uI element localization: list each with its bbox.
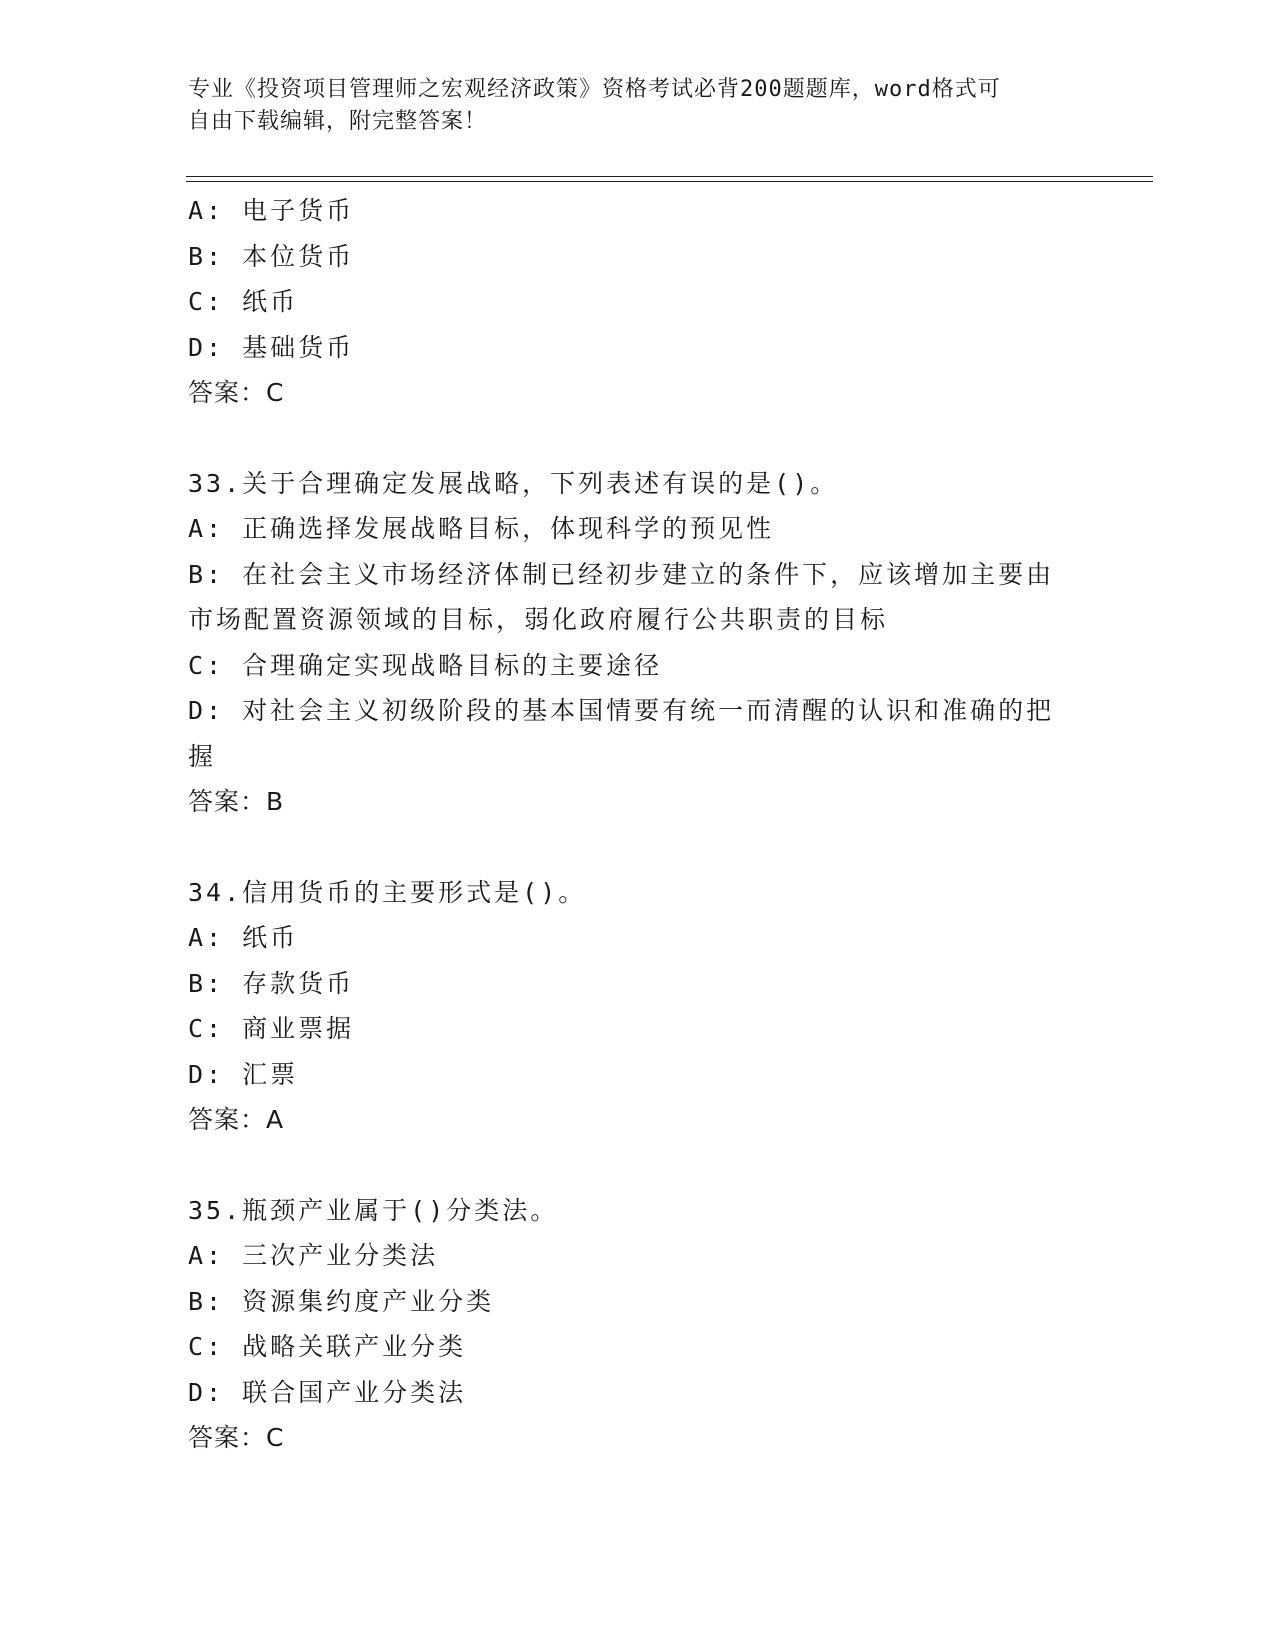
spacer (188, 416, 1088, 461)
question-32-block (188, 188, 1088, 416)
option-d: D: 联合国产业分类法 (188, 1377, 467, 1407)
header-line-1: 专业《投资项目管理师之宏观经济政策》资格考试必背200题题库，word格式可 (188, 77, 1001, 102)
document-body (188, 188, 1088, 1461)
option-b-line-1: B: 在社会主义市场经济体制已经初步建立的条件下，应该增加主要由 (188, 559, 1055, 589)
option-a: A: 正确选择发展战略目标，体现科学的预见性 (188, 514, 775, 543)
answer: 答案：C (188, 378, 285, 407)
option-c: C: 商业票据 (188, 1014, 355, 1043)
document-header (188, 74, 1068, 138)
option-d-line-2: 握 (188, 741, 217, 771)
option-a: A: 纸币 (188, 923, 299, 952)
option-d: D: 汇票 (188, 1059, 299, 1089)
header-divider (186, 176, 1153, 182)
option-b: B: 资源集约度产业分类 (188, 1286, 495, 1316)
header-line-2: 自由下载编辑，附完整答案！ (188, 109, 488, 134)
answer: 答案：B (188, 787, 285, 816)
option-c: C: 合理确定实现战略目标的主要途径 (188, 650, 663, 680)
option-d-line-1: D: 对社会主义初级阶段的基本国情要有统一而清醒的认识和准确的把 (188, 696, 1055, 725)
option-b: B: 本位货币 (188, 241, 355, 271)
option-c: C: 纸币 (188, 287, 299, 316)
question-33-block (188, 461, 1088, 825)
question-35-block (188, 1188, 1088, 1461)
question-34-block (188, 870, 1088, 1143)
option-c: C: 战略关联产业分类 (188, 1332, 467, 1361)
question-text: 34.信用货币的主要形式是()。 (188, 877, 587, 907)
spacer (188, 1143, 1088, 1188)
answer: 答案：C (188, 1423, 285, 1452)
answer: 答案：A (188, 1105, 285, 1134)
question-text: 35.瓶颈产业属于()分类法。 (188, 1195, 559, 1225)
option-b-line-2: 市场配置资源领域的目标，弱化政府履行公共职责的目标 (188, 605, 889, 634)
option-a: A: 电子货币 (188, 196, 355, 225)
option-b: B: 存款货币 (188, 968, 355, 998)
option-d: D: 基础货币 (188, 332, 355, 362)
question-text: 33.关于合理确定发展战略，下列表述有误的是()。 (188, 468, 839, 498)
spacer (188, 825, 1088, 870)
option-a: A: 三次产业分类法 (188, 1241, 439, 1270)
